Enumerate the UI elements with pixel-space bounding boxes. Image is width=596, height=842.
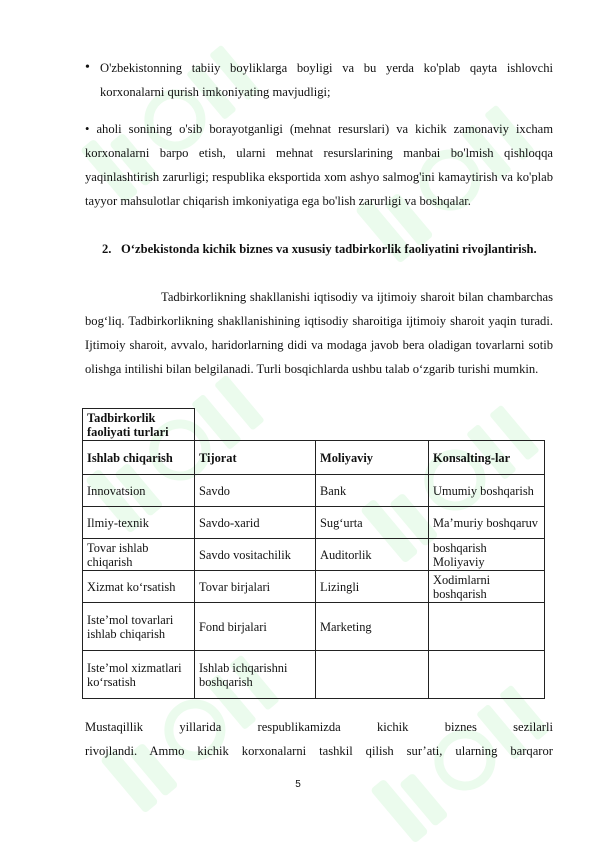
table-cell	[429, 603, 545, 651]
table-header-cell: Konsalting-lar	[429, 441, 545, 475]
table-cell: Ma’muriy boshqaruv	[429, 507, 545, 539]
table-blank-cell	[195, 409, 545, 441]
table-cell: Xizmat ko‘rsatish	[83, 571, 195, 603]
closing-paragraph-line-1: Mustaqillik yillarida respublikamizda kichik biznes sezilarli	[85, 720, 553, 734]
table-cell: Innovatsion	[83, 475, 195, 507]
table-cell: boshqarish Moliyaviy	[429, 539, 545, 571]
table-cell	[429, 651, 545, 699]
table-cell: Iste’mol xizmatlari ko‘rsatish	[83, 651, 195, 699]
section-heading	[102, 237, 552, 261]
table-cell: Marketing	[316, 603, 429, 651]
table-header-cell: Ishlab chiqarish	[83, 441, 195, 475]
page-number: 5	[295, 779, 301, 790]
closing-paragraph-line-2: rivojlandi. Ammo kichik korxonalarni tashkil qilish sur’ati, ularning barqaror	[85, 744, 553, 758]
activity-types-table	[82, 408, 545, 699]
table-cell: Sug‘urta	[316, 507, 429, 539]
bullet-item-1	[85, 56, 553, 104]
bullet-text-1: O'zbekistonning tabiiy boyliklarga boyligi va bu yerda ko'plab qayta ishlovchi korxonalarni qurish imkoniyating mavjudligi;	[100, 61, 553, 99]
table-cell: Auditorlik	[316, 539, 429, 571]
table-header-row	[83, 441, 545, 475]
table-cell: Fond birjalari	[195, 603, 316, 651]
section-title: O‘zbekistonda kichik biznes va xususiy tadbirkorlik faoliyatini rivojlantirish.	[121, 242, 537, 256]
table-row	[83, 539, 545, 571]
bullet-dot-icon: •	[85, 122, 97, 136]
table-cell: Tovar ishlab chiqarish	[83, 539, 195, 571]
section-number: 2.	[102, 242, 112, 256]
table-cell: Lizingli	[316, 571, 429, 603]
table-caption-cell: Tadbirkorlik faoliyati turlari	[83, 409, 195, 441]
bullet-text-2: aholi sonining o'sib borayotganligi (mehnat resurslari) va kichik zamonaviy ixcham korxonalarni barpo etish, ularni mehnat resurslarining manbai bo'lmish qishloqqa yaqinlashtirish zarurligi; respublika eksportida xom ashyo salmog'ini kamaytirish va ko'plab tayyor mahsulotlar chiqarish imkoniyatiga ega bo'lish zarurligi va boshqalar.	[85, 122, 554, 208]
table-cell: Iste’mol tovarlari ishlab chiqarish	[83, 603, 195, 651]
body-paragraph: Tadbirkorlikning shakllanishi iqtisodiy va ijtimoiy sharoit bilan chambarchas bog‘liq. Tadbirkorlikning shakllanishining iqtisodiy sharoitiga ijtimoiy sharoit yaqin turadi. Ijtimoiy sharoit, avvalo, haridorlarning didi va modaga javob bera oladigan tovarlarni sotib olishga intilishi bilan belgilanadi. Turli bosqichlarda ushbu talab o‘zgarib turishi mumkin.	[85, 290, 553, 376]
bullet-item-2	[85, 117, 553, 213]
table-cell	[316, 651, 429, 699]
table-cell: Bank	[316, 475, 429, 507]
table-cell: Tovar birjalari	[195, 571, 316, 603]
table-header-cell: Tijorat	[195, 441, 316, 475]
table-row	[83, 507, 545, 539]
table-row	[83, 651, 545, 699]
table-row	[83, 475, 545, 507]
bullet-dot-icon: •	[85, 60, 90, 75]
table-row	[83, 571, 545, 603]
table-cell: Xodimlarni boshqarish	[429, 571, 545, 603]
table-cell: Savdo vositachilik	[195, 539, 316, 571]
table-cell: Savdo	[195, 475, 316, 507]
table-caption-row	[83, 409, 545, 441]
table-cell: Umumiy boshqarish	[429, 475, 545, 507]
table-row	[83, 603, 545, 651]
table-cell: Savdo-xarid	[195, 507, 316, 539]
table-header-cell: Moliyaviy	[316, 441, 429, 475]
table-cell: Ilmiy-texnik	[83, 507, 195, 539]
table-cell: Ishlab ichqarishni boshqarish	[195, 651, 316, 699]
